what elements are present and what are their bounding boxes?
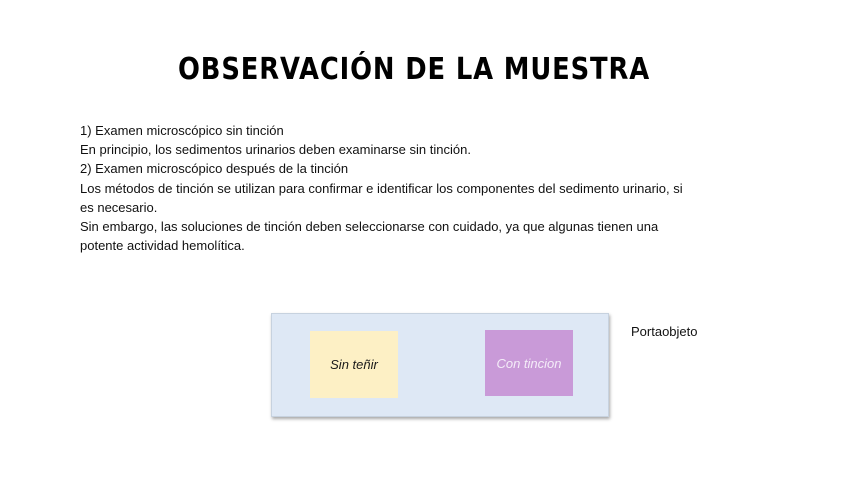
stained-sample-label: Con tincion xyxy=(496,355,562,371)
slide-caption: Portaobjeto xyxy=(631,324,698,339)
body-line-5: es necesario. xyxy=(80,199,158,215)
body-text xyxy=(80,121,760,255)
body-line-7: potente actividad hemolítica. xyxy=(80,238,245,254)
stained-sample-box xyxy=(485,330,573,396)
body-line-6: Sin embargo, las soluciones de tinción deben seleccionarse con cuidado, ya que algunas tienen una xyxy=(80,219,659,235)
body-line-3: 2) Examen microscópico después de la tinción xyxy=(80,161,349,177)
unstained-sample-label: Sin teñir xyxy=(330,357,378,372)
body-line-4: Los métodos de tinción se utilizan para confirmar e identificar los componentes del sedimento urinario, si xyxy=(80,180,683,196)
unstained-sample-box xyxy=(310,331,398,398)
body-line-1: 1) Examen microscópico sin tinción xyxy=(80,123,284,138)
slide-title: OBSERVACIÓN DE LA MUESTRA xyxy=(178,52,651,87)
microscope-slide-panel xyxy=(271,313,609,417)
body-line-2: En principio, los sedimentos urinarios deben examinarse sin tinción. xyxy=(80,142,471,158)
